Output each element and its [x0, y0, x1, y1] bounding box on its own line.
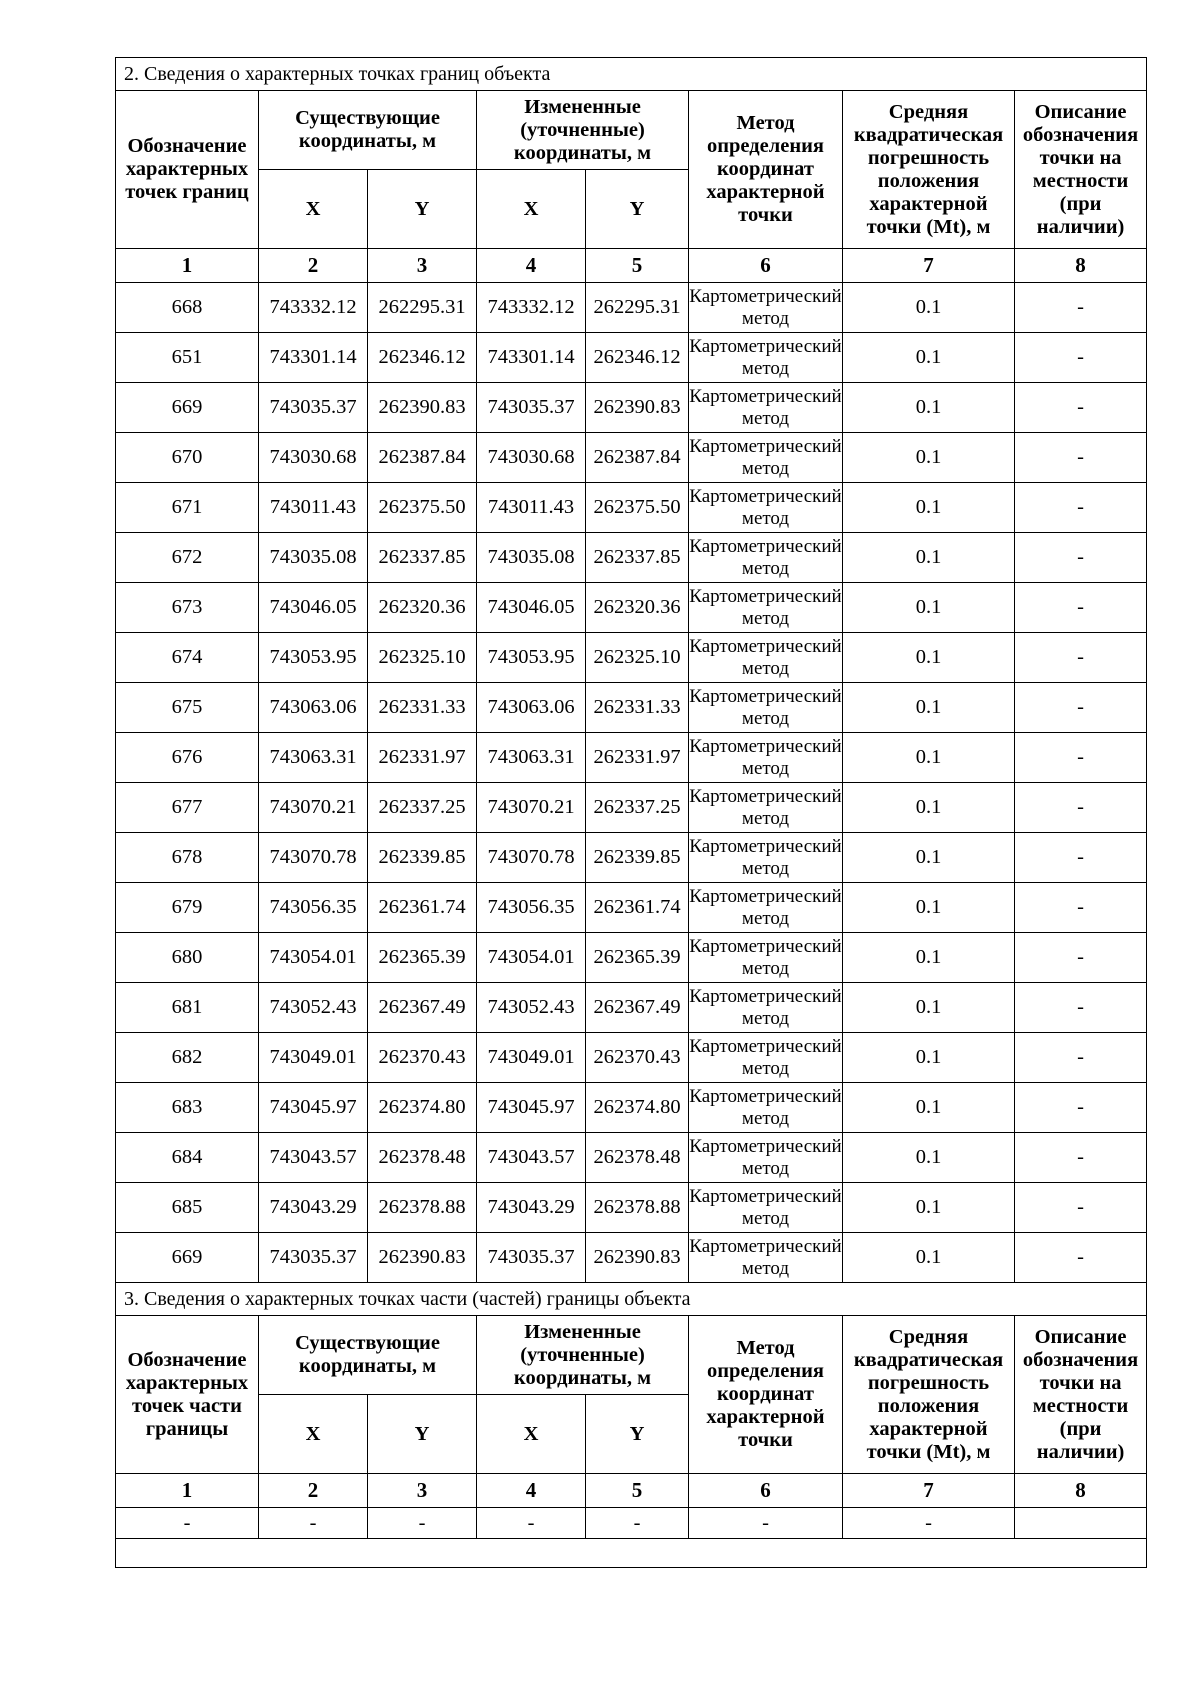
- mt-value: 0.1: [843, 433, 1015, 483]
- changed-x: 743301.14: [477, 333, 586, 383]
- changed-y: 262390.83: [586, 1233, 689, 1283]
- table-row: [116, 1133, 1147, 1183]
- point-designation: 674: [116, 633, 259, 683]
- header-changed-x: X: [477, 1395, 586, 1474]
- existing-x: 743035.37: [259, 383, 368, 433]
- method: Картометрический метод: [689, 783, 843, 833]
- method: Картометрический метод: [689, 1183, 843, 1233]
- point-description: -: [1015, 933, 1147, 983]
- method: Картометрический метод: [689, 333, 843, 383]
- existing-y: 262390.83: [368, 1233, 477, 1283]
- mt-value: 0.1: [843, 1183, 1015, 1233]
- mt-value: 0.1: [843, 983, 1015, 1033]
- table-row: [116, 633, 1147, 683]
- point-designation: 678: [116, 833, 259, 883]
- table-row: [116, 833, 1147, 883]
- existing-y: 262295.31: [368, 283, 477, 333]
- section-2-title: 2. Сведения о характерных точках границ объекта: [116, 58, 1147, 91]
- table-row: [116, 383, 1147, 433]
- table-row: [116, 783, 1147, 833]
- column-number: 2: [259, 1474, 368, 1508]
- method: Картометрический метод: [689, 933, 843, 983]
- method: Картометрический метод: [689, 483, 843, 533]
- changed-y: 262295.31: [586, 283, 689, 333]
- table-row: [116, 1083, 1147, 1133]
- document-page: [115, 57, 1146, 1568]
- existing-x: 743063.31: [259, 733, 368, 783]
- empty-cell: -: [586, 1508, 689, 1539]
- changed-y: 262337.85: [586, 533, 689, 583]
- changed-y: 262331.97: [586, 733, 689, 783]
- point-description: -: [1015, 883, 1147, 933]
- method: Картометрический метод: [689, 1233, 843, 1283]
- header-description: Описание обозначения точки на местности (при наличии): [1015, 91, 1147, 249]
- table-row: [116, 433, 1147, 483]
- table-row: [116, 933, 1147, 983]
- existing-y: 262337.25: [368, 783, 477, 833]
- point-designation: 673: [116, 583, 259, 633]
- existing-x: 743035.37: [259, 1233, 368, 1283]
- point-designation: 670: [116, 433, 259, 483]
- header-designation: Обозначение характерных точек части границы: [116, 1316, 259, 1474]
- mt-value: 0.1: [843, 683, 1015, 733]
- existing-y: 262325.10: [368, 633, 477, 683]
- point-description: -: [1015, 783, 1147, 833]
- existing-y: 262365.39: [368, 933, 477, 983]
- method: Картометрический метод: [689, 733, 843, 783]
- header-changed-coords: Измененные (уточненные) координаты, м: [477, 1316, 689, 1395]
- method: Картометрический метод: [689, 833, 843, 883]
- method: Картометрический метод: [689, 1083, 843, 1133]
- mt-value: 0.1: [843, 383, 1015, 433]
- point-designation: 651: [116, 333, 259, 383]
- changed-y: 262346.12: [586, 333, 689, 383]
- empty-cell: -: [368, 1508, 477, 1539]
- table-row: [116, 883, 1147, 933]
- point-designation: 683: [116, 1083, 259, 1133]
- empty-cell: -: [259, 1508, 368, 1539]
- point-designation: 677: [116, 783, 259, 833]
- changed-x: 743056.35: [477, 883, 586, 933]
- existing-x: 743301.14: [259, 333, 368, 383]
- existing-x: 743053.95: [259, 633, 368, 683]
- section-3-title: 3. Сведения о характерных точках части (частей) границы объекта: [116, 1283, 1147, 1316]
- existing-y: 262374.80: [368, 1083, 477, 1133]
- mt-value: 0.1: [843, 933, 1015, 983]
- point-designation: 672: [116, 533, 259, 583]
- header-error: Средняя квадратическая погрешность положения характерной точки (Mt), м: [843, 1316, 1015, 1474]
- mt-value: 0.1: [843, 883, 1015, 933]
- empty-cell: -: [843, 1508, 1015, 1539]
- column-number: 1: [116, 249, 259, 283]
- header-existing-x: X: [259, 1395, 368, 1474]
- existing-y: 262370.43: [368, 1033, 477, 1083]
- header-method: Метод определения координат характерной точки: [689, 91, 843, 249]
- changed-y: 262390.83: [586, 383, 689, 433]
- changed-x: 743052.43: [477, 983, 586, 1033]
- point-description: -: [1015, 633, 1147, 683]
- point-description: -: [1015, 833, 1147, 883]
- point-designation: 669: [116, 383, 259, 433]
- point-description: -: [1015, 533, 1147, 583]
- changed-x: 743030.68: [477, 433, 586, 483]
- method: Картометрический метод: [689, 383, 843, 433]
- existing-x: 743030.68: [259, 433, 368, 483]
- changed-x: 743035.37: [477, 1233, 586, 1283]
- header-changed-y: Y: [586, 170, 689, 249]
- mt-value: 0.1: [843, 533, 1015, 583]
- mt-value: 0.1: [843, 1133, 1015, 1183]
- existing-x: 743056.35: [259, 883, 368, 933]
- column-number: 6: [689, 249, 843, 283]
- existing-x: 743035.08: [259, 533, 368, 583]
- point-description: -: [1015, 383, 1147, 433]
- point-designation: 676: [116, 733, 259, 783]
- existing-x: 743070.21: [259, 783, 368, 833]
- method: Картометрический метод: [689, 983, 843, 1033]
- point-description: -: [1015, 1133, 1147, 1183]
- changed-y: 262325.10: [586, 633, 689, 683]
- point-designation: 671: [116, 483, 259, 533]
- point-description: -: [1015, 983, 1147, 1033]
- point-description: -: [1015, 683, 1147, 733]
- changed-x: 743035.08: [477, 533, 586, 583]
- table-row: [116, 583, 1147, 633]
- existing-x: 743011.43: [259, 483, 368, 533]
- method: Картометрический метод: [689, 533, 843, 583]
- column-numbers-row: [116, 249, 1147, 283]
- point-description: -: [1015, 1083, 1147, 1133]
- header-method: Метод определения координат характерной точки: [689, 1316, 843, 1474]
- changed-x: 743043.29: [477, 1183, 586, 1233]
- changed-y: 262378.48: [586, 1133, 689, 1183]
- changed-y: 262367.49: [586, 983, 689, 1033]
- changed-x: 743332.12: [477, 283, 586, 333]
- changed-y: 262375.50: [586, 483, 689, 533]
- column-number: 5: [586, 1474, 689, 1508]
- changed-x: 743035.37: [477, 383, 586, 433]
- changed-y: 262387.84: [586, 433, 689, 483]
- mt-value: 0.1: [843, 733, 1015, 783]
- method: Картометрический метод: [689, 633, 843, 683]
- table-row: [116, 533, 1147, 583]
- changed-x: 743049.01: [477, 1033, 586, 1083]
- changed-x: 743043.57: [477, 1133, 586, 1183]
- existing-y: 262378.48: [368, 1133, 477, 1183]
- table-row: [116, 483, 1147, 533]
- empty-cell: [1015, 1508, 1147, 1539]
- point-description: -: [1015, 283, 1147, 333]
- mt-value: 0.1: [843, 1083, 1015, 1133]
- existing-x: 743052.43: [259, 983, 368, 1033]
- existing-y: 262337.85: [368, 533, 477, 583]
- changed-y: 262365.39: [586, 933, 689, 983]
- header-existing-coords: Существующие координаты, м: [259, 1316, 477, 1395]
- point-description: -: [1015, 1033, 1147, 1083]
- changed-y: 262331.33: [586, 683, 689, 733]
- column-number: 3: [368, 249, 477, 283]
- existing-x: 743043.57: [259, 1133, 368, 1183]
- header-existing-coords: Существующие координаты, м: [259, 91, 477, 170]
- existing-x: 743043.29: [259, 1183, 368, 1233]
- changed-y: 262361.74: [586, 883, 689, 933]
- existing-y: 262378.88: [368, 1183, 477, 1233]
- point-description: -: [1015, 333, 1147, 383]
- changed-x: 743063.06: [477, 683, 586, 733]
- table-row: [116, 1233, 1147, 1283]
- existing-y: 262331.33: [368, 683, 477, 733]
- existing-y: 262320.36: [368, 583, 477, 633]
- changed-x: 743063.31: [477, 733, 586, 783]
- mt-value: 0.1: [843, 483, 1015, 533]
- column-number: 2: [259, 249, 368, 283]
- table-row: [116, 333, 1147, 383]
- changed-y: 262370.43: [586, 1033, 689, 1083]
- existing-x: 743054.01: [259, 933, 368, 983]
- point-description: -: [1015, 433, 1147, 483]
- method: Картометрический метод: [689, 283, 843, 333]
- table-row: [116, 1033, 1147, 1083]
- changed-y: 262337.25: [586, 783, 689, 833]
- column-number: 8: [1015, 1474, 1147, 1508]
- existing-x: 743049.01: [259, 1033, 368, 1083]
- existing-x: 743063.06: [259, 683, 368, 733]
- column-number: 3: [368, 1474, 477, 1508]
- column-number: 7: [843, 1474, 1015, 1508]
- mt-value: 0.1: [843, 1033, 1015, 1083]
- column-number: 6: [689, 1474, 843, 1508]
- existing-x: 743070.78: [259, 833, 368, 883]
- column-number: 4: [477, 1474, 586, 1508]
- changed-x: 743070.21: [477, 783, 586, 833]
- column-number: 1: [116, 1474, 259, 1508]
- changed-x: 743053.95: [477, 633, 586, 683]
- existing-y: 262375.50: [368, 483, 477, 533]
- existing-y: 262346.12: [368, 333, 477, 383]
- existing-y: 262361.74: [368, 883, 477, 933]
- changed-x: 743011.43: [477, 483, 586, 533]
- table-row: [116, 983, 1147, 1033]
- point-designation: 668: [116, 283, 259, 333]
- point-designation: 684: [116, 1133, 259, 1183]
- method: Картометрический метод: [689, 683, 843, 733]
- existing-y: 262339.85: [368, 833, 477, 883]
- point-designation: 679: [116, 883, 259, 933]
- mt-value: 0.1: [843, 633, 1015, 683]
- header-existing-x: X: [259, 170, 368, 249]
- method: Картометрический метод: [689, 1133, 843, 1183]
- changed-y: 262339.85: [586, 833, 689, 883]
- changed-x: 743070.78: [477, 833, 586, 883]
- header-changed-coords: Измененные (уточненные) координаты, м: [477, 91, 689, 170]
- table-row: [116, 733, 1147, 783]
- header-designation: Обозначение характерных точек границ: [116, 91, 259, 249]
- boundary-points-table: [115, 57, 1147, 1568]
- table-row: [116, 1508, 1147, 1539]
- table-row: [116, 1183, 1147, 1233]
- method: Картометрический метод: [689, 433, 843, 483]
- point-description: -: [1015, 733, 1147, 783]
- method: Картометрический метод: [689, 1033, 843, 1083]
- mt-value: 0.1: [843, 283, 1015, 333]
- existing-x: 743045.97: [259, 1083, 368, 1133]
- existing-y: 262387.84: [368, 433, 477, 483]
- header-changed-y: Y: [586, 1395, 689, 1474]
- column-numbers-row: [116, 1474, 1147, 1508]
- column-number: 5: [586, 249, 689, 283]
- header-changed-x: X: [477, 170, 586, 249]
- changed-x: 743046.05: [477, 583, 586, 633]
- changed-y: 262374.80: [586, 1083, 689, 1133]
- header-description: Описание обозначения точки на местности (при наличии): [1015, 1316, 1147, 1474]
- mt-value: 0.1: [843, 833, 1015, 883]
- method: Картометрический метод: [689, 583, 843, 633]
- point-description: -: [1015, 583, 1147, 633]
- point-description: -: [1015, 1233, 1147, 1283]
- existing-x: 743332.12: [259, 283, 368, 333]
- point-description: -: [1015, 483, 1147, 533]
- changed-y: 262320.36: [586, 583, 689, 633]
- existing-y: 262390.83: [368, 383, 477, 433]
- mt-value: 0.1: [843, 583, 1015, 633]
- point-designation: 669: [116, 1233, 259, 1283]
- point-description: -: [1015, 1183, 1147, 1233]
- existing-y: 262367.49: [368, 983, 477, 1033]
- changed-x: 743054.01: [477, 933, 586, 983]
- changed-y: 262378.88: [586, 1183, 689, 1233]
- table-row: [116, 683, 1147, 733]
- blank-row: [116, 1539, 1147, 1568]
- header-existing-y: Y: [368, 170, 477, 249]
- mt-value: 0.1: [843, 1233, 1015, 1283]
- table-row: [116, 283, 1147, 333]
- point-designation: 681: [116, 983, 259, 1033]
- column-number: 7: [843, 249, 1015, 283]
- point-designation: 675: [116, 683, 259, 733]
- existing-y: 262331.97: [368, 733, 477, 783]
- point-designation: 685: [116, 1183, 259, 1233]
- blank-cell: [116, 1539, 1147, 1568]
- empty-cell: -: [689, 1508, 843, 1539]
- method: Картометрический метод: [689, 883, 843, 933]
- column-number: 4: [477, 249, 586, 283]
- column-number: 8: [1015, 249, 1147, 283]
- mt-value: 0.1: [843, 333, 1015, 383]
- mt-value: 0.1: [843, 783, 1015, 833]
- empty-cell: -: [477, 1508, 586, 1539]
- point-designation: 682: [116, 1033, 259, 1083]
- changed-x: 743045.97: [477, 1083, 586, 1133]
- point-designation: 680: [116, 933, 259, 983]
- empty-cell: -: [116, 1508, 259, 1539]
- header-existing-y: Y: [368, 1395, 477, 1474]
- header-error: Средняя квадратическая погрешность положения характерной точки (Mt), м: [843, 91, 1015, 249]
- existing-x: 743046.05: [259, 583, 368, 633]
